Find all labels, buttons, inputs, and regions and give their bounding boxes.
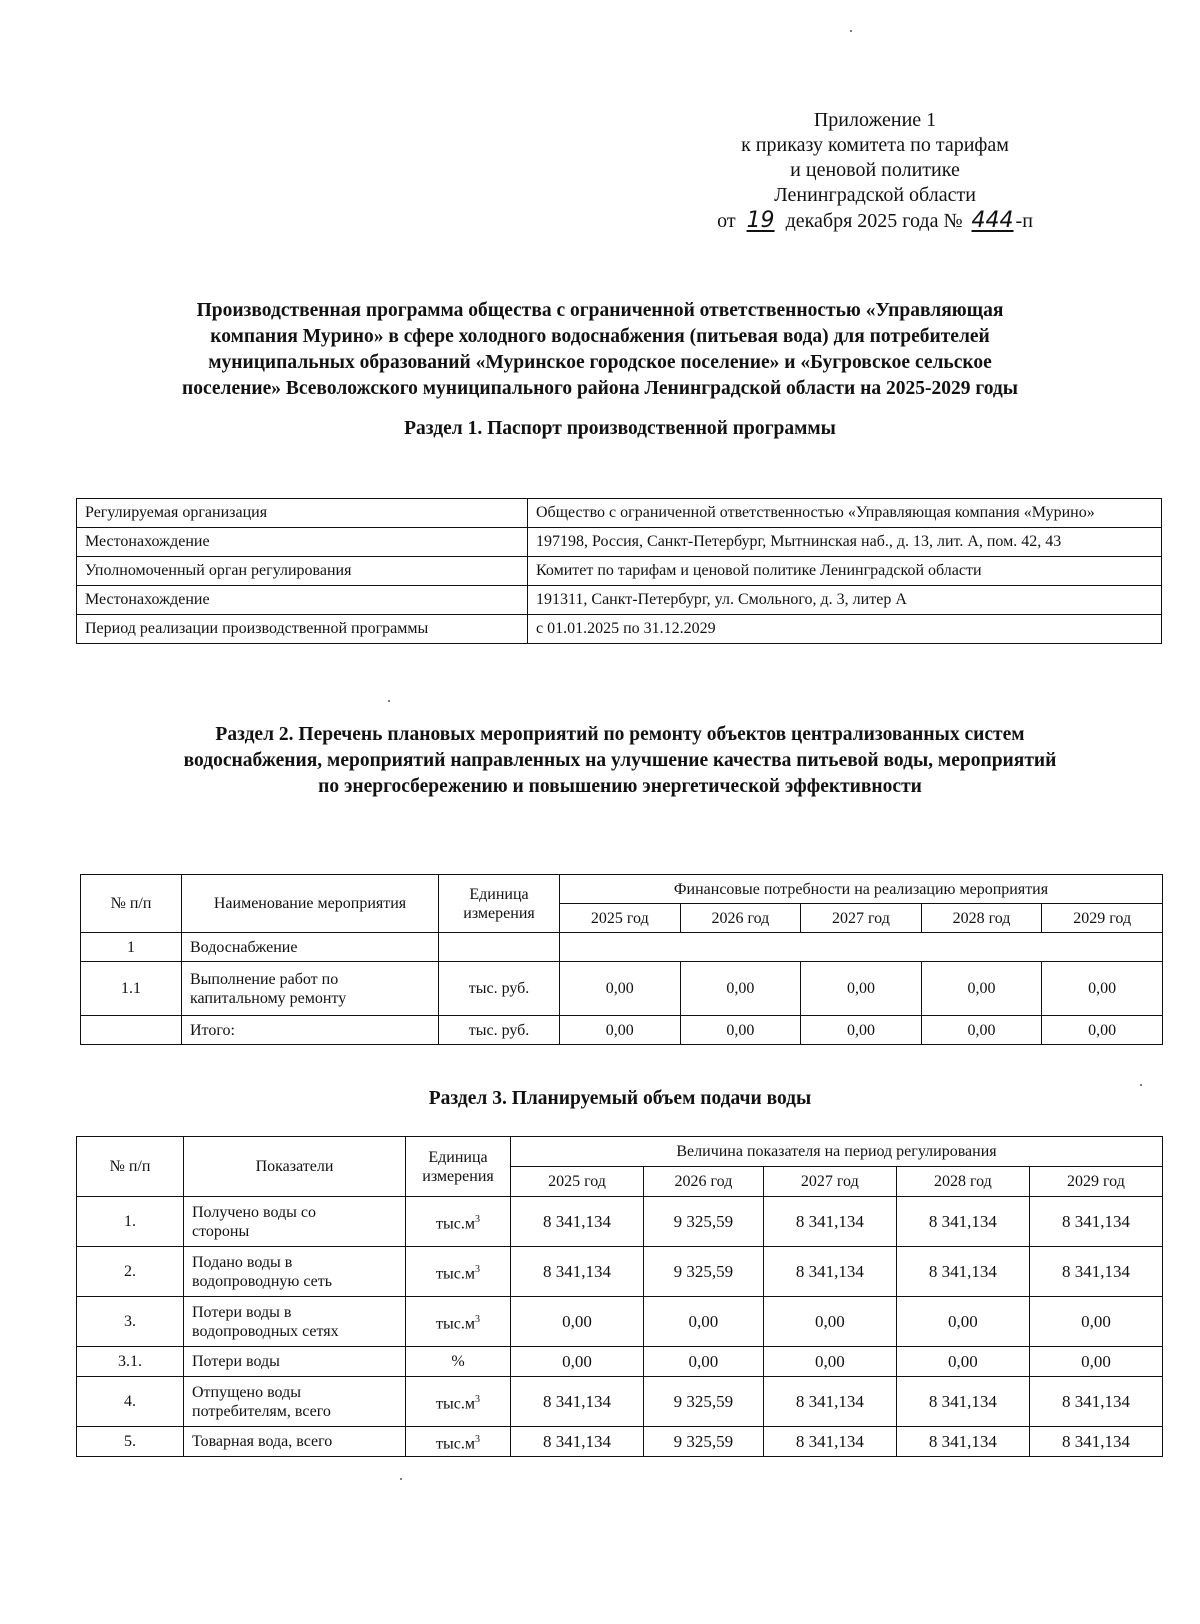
row-name-line: водопроводных сетях (192, 1322, 339, 1340)
row-empty (560, 933, 1163, 962)
title-line: Производственная программа общества с ограниченной ответственностью «Управляющая (196, 300, 1004, 321)
table-row (77, 1427, 1163, 1457)
table-row (81, 1016, 1163, 1045)
row-name-line: Потери воды в (192, 1303, 292, 1321)
passport-value: 191311, Санкт-Петербург, ул. Смольного, д. 3, литер А (528, 586, 1162, 615)
header-year: 2029 год (1042, 904, 1163, 933)
table-row (77, 1247, 1163, 1297)
header-year: 2025 год (560, 904, 681, 933)
section2-title-line: Раздел 2. Перечень плановых мероприятий по ремонту объектов централизованных систем (215, 724, 1025, 745)
table-row (77, 1377, 1163, 1427)
table-header-row (81, 875, 1163, 904)
table-row (77, 1297, 1163, 1347)
row-unit (406, 1377, 511, 1427)
header-year: 2029 год (1029, 1167, 1162, 1197)
value-cell: 0,00 (560, 1016, 681, 1045)
value-cell: 8 341,134 (511, 1377, 644, 1427)
table-row (77, 557, 1162, 586)
value-cell: 8 341,134 (511, 1197, 644, 1247)
value-cell: 0,00 (644, 1347, 764, 1377)
row-name-line: потребителям, всего (192, 1402, 331, 1420)
table-row (77, 528, 1162, 557)
water-volume-table (76, 1136, 1163, 1457)
value-cell: 0,00 (680, 962, 801, 1016)
value-cell: 0,00 (511, 1347, 644, 1377)
value-cell: 8 341,134 (763, 1197, 896, 1247)
value-cell: 0,00 (896, 1297, 1029, 1347)
unit-exponent: 3 (474, 1213, 480, 1225)
value-cell: 0,00 (560, 962, 681, 1016)
header-unit-line: измерения (463, 904, 535, 922)
header-year: 2025 год (511, 1167, 644, 1197)
section2-title-line: по энергосбережению и повышению энергетической эффективности (318, 776, 922, 797)
row-num: 5. (77, 1427, 184, 1457)
value-cell: 8 341,134 (1029, 1247, 1162, 1297)
appendix-header (690, 108, 1060, 234)
table-row (77, 1197, 1163, 1247)
section3-title: Раздел 3. Планируемый объем подачи воды (428, 1088, 812, 1109)
row-unit (439, 933, 560, 962)
header-unit-line: Единица (428, 1148, 488, 1166)
value-cell: 0,00 (1029, 1347, 1162, 1377)
value-cell: 0,00 (1042, 1016, 1163, 1045)
value-cell: 0,00 (680, 1016, 801, 1045)
value-cell: 0,00 (511, 1297, 644, 1347)
value-cell: 9 325,59 (644, 1247, 764, 1297)
value-cell: 9 325,59 (644, 1197, 764, 1247)
table-row (77, 1347, 1163, 1377)
passport-label: Местонахождение (77, 586, 528, 615)
header-name: Показатели (184, 1137, 406, 1197)
value-cell: 0,00 (644, 1297, 764, 1347)
header-unit (406, 1137, 511, 1197)
section2-title (80, 722, 1160, 800)
document-title (100, 298, 1100, 402)
value-cell: 0,00 (921, 1016, 1042, 1045)
row-name (184, 1427, 406, 1457)
unit-base: тыс.м (436, 1435, 475, 1453)
value-cell: 8 341,134 (896, 1247, 1029, 1297)
row-num: 1. (77, 1197, 184, 1247)
row-name (184, 1297, 406, 1347)
row-name-line: стороны (192, 1222, 250, 1240)
value-cell: 8 341,134 (1029, 1377, 1162, 1427)
handwritten-day: 19 (746, 208, 775, 233)
row-name-line: водопроводную сеть (192, 1272, 333, 1290)
header-year: 2026 год (680, 904, 801, 933)
header-year: 2027 год (763, 1167, 896, 1197)
value-cell: 0,00 (1042, 962, 1163, 1016)
unit-exponent: 3 (474, 1313, 480, 1325)
unit-exponent: 3 (474, 1433, 480, 1445)
unit-base: тыс.м (436, 1215, 475, 1233)
header-year: 2028 год (921, 904, 1042, 933)
header-unit (439, 875, 560, 933)
value-cell: 0,00 (763, 1347, 896, 1377)
passport-value: Комитет по тарифам и ценовой политике Ленинградской области (528, 557, 1162, 586)
unit-base: тыс.м (436, 1315, 475, 1333)
passport-label: Период реализации производственной программы (77, 615, 528, 644)
passport-label: Регулируемая организация (77, 499, 528, 528)
row-name: Водоснабжение (182, 933, 439, 962)
value-cell: 8 341,134 (763, 1427, 896, 1457)
value-cell: 9 325,59 (644, 1427, 764, 1457)
row-name-line: Получено воды со (192, 1203, 317, 1221)
passport-label: Уполномоченный орган регулирования (77, 557, 528, 586)
value-cell: 8 341,134 (896, 1197, 1029, 1247)
appendix-line: Ленинградской области (774, 184, 976, 206)
table-header-row (77, 1137, 1163, 1167)
number-suffix: -п (1015, 210, 1033, 232)
appendix-line: и ценовой политике (790, 159, 960, 181)
passport-value: с 01.01.2025 по 31.12.2029 (528, 615, 1162, 644)
passport-label: Местонахождение (77, 528, 528, 557)
row-unit (406, 1427, 511, 1457)
header-name: Наименование мероприятия (182, 875, 439, 933)
row-unit (406, 1297, 511, 1347)
header-num: № п/п (81, 875, 182, 933)
appendix-date-line (690, 208, 1060, 234)
row-name-line: Потери воды (192, 1353, 280, 1370)
unit-base: тыс.м (436, 1265, 475, 1283)
header-year: 2027 год (801, 904, 922, 933)
passport-table (76, 498, 1162, 644)
row-unit (406, 1347, 511, 1377)
header-num: № п/п (77, 1137, 184, 1197)
header-finance: Финансовые потребности на реализацию мероприятия (560, 875, 1163, 904)
row-num (81, 1016, 182, 1045)
table-row (77, 586, 1162, 615)
header-unit-line: измерения (422, 1167, 494, 1185)
value-cell: 0,00 (763, 1297, 896, 1347)
appendix-line: Приложение 1 (813, 109, 937, 131)
value-cell: 8 341,134 (511, 1427, 644, 1457)
value-cell: 0,00 (1029, 1297, 1162, 1347)
header-year: 2026 год (644, 1167, 764, 1197)
value-cell: 0,00 (896, 1347, 1029, 1377)
row-name-line: Подано воды в (192, 1253, 293, 1271)
value-cell: 8 341,134 (1029, 1197, 1162, 1247)
passport-value: Общество с ограниченной ответственностью «Управляющая компания «Мурино» (528, 499, 1162, 528)
row-num: 1 (81, 933, 182, 962)
title-line: поселение» Всеволожского муниципального района Ленинградской области на 2025-2029 годы (182, 378, 1018, 399)
header-unit-line: Единица (469, 885, 529, 903)
unit-exponent: 3 (474, 1263, 480, 1275)
unit-base: тыс.м (436, 1395, 475, 1413)
row-num: 3.1. (77, 1347, 184, 1377)
date-middle: декабря 2025 года № (785, 210, 963, 232)
row-name (184, 1197, 406, 1247)
row-num: 1.1 (81, 962, 182, 1016)
appendix-line: к приказу комитета по тарифам (741, 134, 1009, 156)
header-period: Величина показателя на период регулирования (511, 1137, 1163, 1167)
measures-table (80, 874, 1163, 1045)
header-year: 2028 год (896, 1167, 1029, 1197)
value-cell: 9 325,59 (644, 1377, 764, 1427)
value-cell: 0,00 (801, 1016, 922, 1045)
row-name (184, 1247, 406, 1297)
date-prefix: от (717, 210, 736, 232)
table-row (77, 499, 1162, 528)
value-cell: 8 341,134 (896, 1377, 1029, 1427)
unit-exponent: 3 (474, 1393, 480, 1405)
row-name-line: капитальному ремонту (190, 989, 347, 1007)
table-row (77, 615, 1162, 644)
row-unit (406, 1197, 511, 1247)
value-cell: 8 341,134 (1029, 1427, 1162, 1457)
passport-value: 197198, Россия, Санкт-Петербург, Мытнинская наб., д. 13, лит. А, пом. 42, 43 (528, 528, 1162, 557)
title-line: компания Мурино» в сфере холодного водоснабжения (питьевая вода) для потребителей (210, 326, 990, 347)
row-name-line: Выполнение работ по (190, 970, 339, 988)
table-row (81, 962, 1163, 1016)
title-line: муниципальных образований «Муринское городское поселение» и «Бугровское сельское (208, 352, 992, 373)
value-cell: 0,00 (921, 962, 1042, 1016)
unit-percent: % (451, 1353, 465, 1370)
row-unit: тыс. руб. (439, 1016, 560, 1045)
value-cell: 8 341,134 (896, 1427, 1029, 1457)
section2-title-line: водоснабжения, мероприятий направленных на улучшение качества питьевой воды, мероприятий (183, 750, 1057, 771)
handwritten-number: 444 (971, 208, 1014, 233)
table-row (81, 933, 1163, 962)
value-cell: 8 341,134 (763, 1247, 896, 1297)
row-name (184, 1347, 406, 1377)
value-cell: 8 341,134 (763, 1377, 896, 1427)
row-unit: тыс. руб. (439, 962, 560, 1016)
row-num: 2. (77, 1247, 184, 1297)
row-name (184, 1377, 406, 1427)
row-name (182, 962, 439, 1016)
value-cell: 0,00 (801, 962, 922, 1016)
section1-title: Раздел 1. Паспорт производственной программы (404, 418, 836, 439)
row-unit (406, 1247, 511, 1297)
row-name-line: Товарная вода, всего (192, 1433, 333, 1450)
row-name: Итого: (182, 1016, 439, 1045)
row-num: 3. (77, 1297, 184, 1347)
row-name-line: Отпущено воды (192, 1383, 301, 1401)
row-num: 4. (77, 1377, 184, 1427)
value-cell: 8 341,134 (511, 1247, 644, 1297)
